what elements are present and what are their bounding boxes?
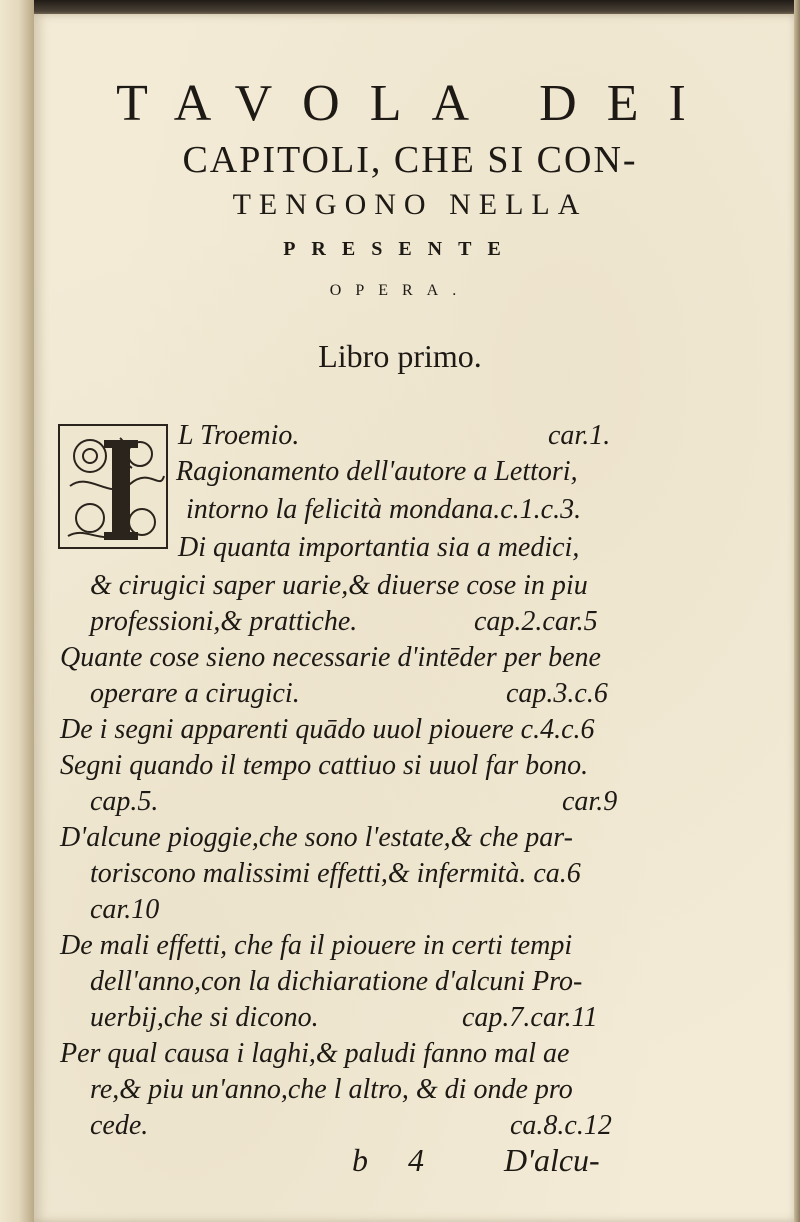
entry-line-19: re,& piu un'anno,che l altro, & di onde pro xyxy=(90,1074,573,1105)
entry-line-12: D'alcune pioggie,che sono l'estate,& che par- xyxy=(60,822,573,853)
title-line-1: TAVOLA DEI xyxy=(116,75,716,132)
entry-line-2: Ragionamento dell'autore a Lettori, xyxy=(176,456,578,487)
entry-line-3: intorno la felicità mondana.c.1.c.3. xyxy=(186,494,582,525)
page-number: 4 xyxy=(408,1142,424,1178)
entry-line-11: cap.5. xyxy=(90,786,159,817)
entry-line-13: toriscono malissimi effetti,& infermità. ca.6 xyxy=(90,858,581,889)
entry-line-5: & cirugici saper uarie,& diuerse cose in piu xyxy=(90,570,588,601)
entry-line-17: uerbij,che si dicono. xyxy=(90,1002,319,1033)
page-right-edge xyxy=(794,0,800,1222)
title-line-4: PRESENTE xyxy=(283,238,517,260)
entry-line-8: operare a cirugici. xyxy=(90,678,300,709)
entry-ref-11: car.9 xyxy=(562,786,618,817)
entry-ref-6: cap.2.car.5 xyxy=(474,606,598,637)
entry-line-20: cede. xyxy=(90,1110,149,1141)
entry-ref-1: car.1. xyxy=(548,420,611,451)
entry-line-7: Quante cose sieno necessarie d'intēder per bene xyxy=(60,642,601,673)
title-line-3: TENGONO NELLA xyxy=(232,188,588,221)
title-line-2: CAPITOLI, CHE SI CON- xyxy=(182,139,638,181)
entry-line-6: professioni,& prattiche. xyxy=(90,606,358,637)
decorated-initial-icon xyxy=(58,424,168,549)
entry-line-10: Segni quando il tempo cattiuo si uuol far bono. xyxy=(60,750,589,781)
signature-mark: b xyxy=(352,1142,368,1178)
entry-ref-8: cap.3.c.6 xyxy=(506,678,608,709)
title-line-5: OPERA. xyxy=(329,282,471,299)
entry-line-1: L Troemio. xyxy=(178,420,300,451)
entry-line-15: De mali effetti, che fa il piouere in certi tempi xyxy=(60,930,573,961)
entry-line-18: Per qual causa i laghi,& paludi fanno mal ae xyxy=(60,1038,570,1069)
entry-line-4: Di quanta importantia sia a medici, xyxy=(178,532,580,563)
entry-line-14: car.10 xyxy=(90,894,160,925)
facing-page-edge xyxy=(0,0,34,1222)
entry-line-16: dell'anno,con la dichiaratione d'alcuni Pro- xyxy=(90,966,583,997)
book-heading: Libro primo. xyxy=(318,338,482,374)
entry-ref-20: ca.8.c.12 xyxy=(510,1110,612,1141)
catchword: D'alcu- xyxy=(504,1142,600,1178)
entry-ref-17: cap.7.car.11 xyxy=(462,1002,598,1033)
entry-line-9: De i segni apparenti quādo uuol piouere c.4.c.6 xyxy=(60,714,595,745)
